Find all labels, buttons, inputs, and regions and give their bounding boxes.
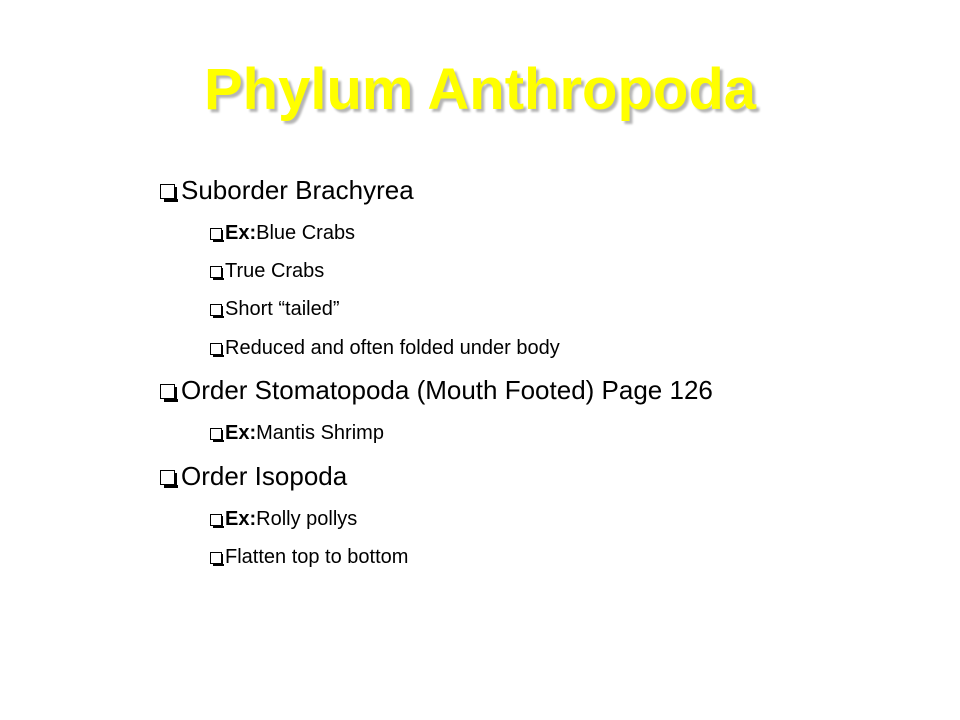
bullet-item (160, 175, 414, 206)
bullet-item (210, 546, 408, 569)
checkbox-square-icon (210, 304, 222, 316)
checkbox-square-icon (210, 343, 222, 355)
bullet-prefix: Ex: (225, 422, 257, 444)
bullet-text: Short “tailed” (225, 298, 340, 320)
bullet-item (160, 461, 347, 492)
bullet-text: Flatten top to bottom (225, 546, 409, 568)
bullet-item (210, 260, 324, 283)
checkbox-square-icon (210, 428, 222, 440)
bullet-text: Order Isopoda (181, 461, 348, 491)
bullet-text: Reduced and often folded under body (225, 337, 560, 359)
bullet-prefix: Ex: (225, 508, 257, 530)
bullet-item (210, 298, 340, 321)
bullet-prefix: Ex: (225, 222, 257, 244)
bullet-item (210, 337, 560, 360)
bullet-text: Blue Crabs (256, 222, 356, 244)
checkbox-square-icon (160, 384, 175, 399)
bullet-item (210, 508, 357, 531)
bullet-item (210, 222, 355, 245)
bullet-text: True Crabs (225, 260, 325, 282)
bullet-text: Mantis Shrimp (256, 422, 384, 444)
slide-title: Phylum Anthropoda (203, 57, 757, 122)
checkbox-square-icon (160, 470, 175, 485)
checkbox-square-icon (210, 228, 222, 240)
bullet-text: Order Stomatopoda (Mouth Footed) Page 126 (181, 375, 713, 405)
checkbox-square-icon (210, 514, 222, 526)
bullet-item (160, 375, 713, 406)
bullet-text: Rolly pollys (256, 508, 358, 530)
checkbox-square-icon (210, 266, 222, 278)
checkbox-square-icon (210, 552, 222, 564)
bullet-text: Suborder Brachyrea (181, 175, 414, 205)
checkbox-square-icon (160, 184, 175, 199)
bullet-item (210, 422, 384, 445)
